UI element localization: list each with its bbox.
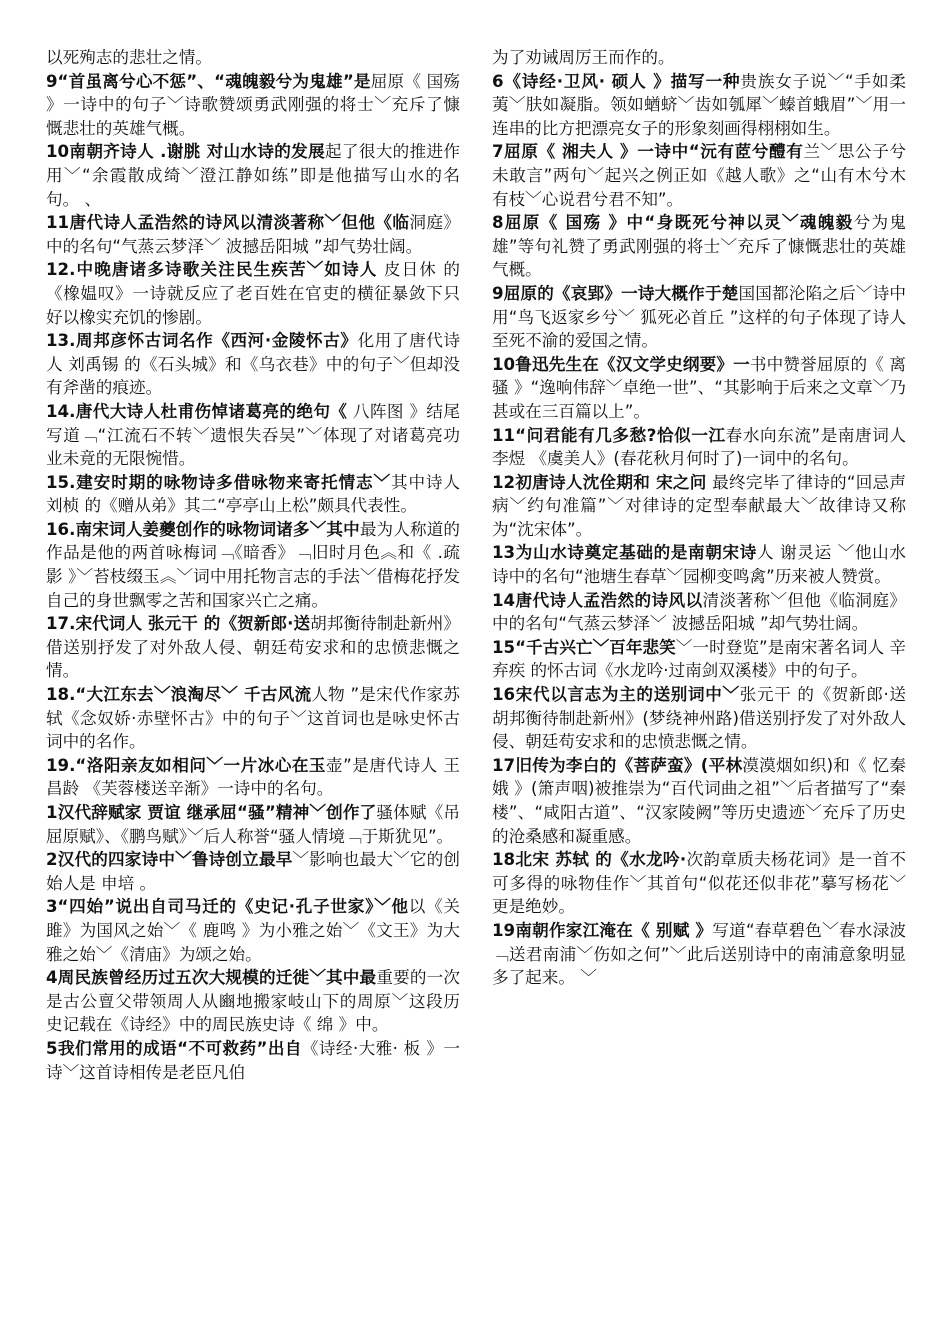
item-text: 次韵章质夫杨花词》是一首不可多得的咏物佳作﹀其首句“似花还似非花”摹写杨花﹀更是绝妙。 bbox=[492, 850, 907, 917]
item-text: 化用了唐代诗人 刘禹锡 的《石头城》和《乌衣巷》中的句子﹀但却没有斧凿的痕迹。 bbox=[46, 331, 460, 398]
item-text: 书中赞誉屈原的《 离骚 》“逸响伟辞﹀卓绝一世”、“其影响于后来之文章﹀乃甚或在三百篇以上”。 bbox=[492, 354, 906, 421]
paragraph bbox=[492, 140, 906, 211]
item-number: 12 bbox=[492, 472, 516, 492]
paragraph bbox=[492, 636, 906, 683]
item-text: 最终完毕了律诗的“回忌声病﹀约句准篇”﹀对律诗的定型奉献最大﹀故律诗又称为“沈宋体”。 bbox=[492, 472, 906, 539]
item-number: 8 bbox=[492, 213, 504, 233]
paragraph bbox=[492, 471, 906, 542]
item-text: 以《关雎》为国风之始﹀《 鹿鸣 》为小雅之始﹀《文王》为大雅之始﹀《清庙》为颂之始。 bbox=[46, 897, 460, 964]
item-heading: “四始”说出自司马迁的《史记·孔子世家》﹀他 bbox=[57, 897, 409, 917]
item-number: 2 bbox=[46, 850, 58, 870]
item-heading: 旧传为李白的《菩萨蛮》(平林 bbox=[515, 755, 743, 775]
item-heading: 南宋词人姜夔创作的咏物词诸多﹀其中 bbox=[75, 519, 360, 539]
item-heading: 我们常用的成语“不可救药”出自 bbox=[57, 1038, 302, 1058]
item-heading: 南朝齐诗人 .谢朓 对山水诗的发展 bbox=[69, 142, 326, 162]
paragraph bbox=[492, 754, 906, 848]
item-heading: 初唐诗人沈佺期和 宋之问 bbox=[515, 472, 707, 492]
item-heading: 屈原《 湘夫人 》一诗中“沅有茝兮醴有 bbox=[503, 142, 804, 162]
item-text: 为了劝诫周厉王而作的。 bbox=[492, 48, 675, 67]
item-heading: 中晚唐诸多诗歌关注民生疾苦﹀如诗人 bbox=[75, 260, 378, 280]
item-number: 13 bbox=[492, 543, 516, 563]
paragraph bbox=[492, 541, 906, 588]
item-heading: 鲁迅先生在《汉文学史纲要》一 bbox=[515, 354, 750, 374]
item-number: 11 bbox=[46, 213, 70, 233]
item-heading: 周邦彦怀古词名作《西河·金陵怀古》 bbox=[75, 331, 358, 351]
item-number: 12. bbox=[46, 260, 76, 280]
paragraph bbox=[46, 400, 460, 471]
item-text: 骚体赋《吊屈原赋》、《鹏鸟赋》﹀后人称誉“骚人情境﹁于斯犹见”。 bbox=[46, 803, 460, 846]
item-text: 漠漠烟如织)和《 忆秦娥 》(箫声咽)被推崇为“百代词曲之祖”﹀后者描写了“秦楼”、“咸阳古道”、“汉家陵阙”等历史遗迹﹀充斥了历史的沧桑感和凝重感。 bbox=[492, 755, 906, 846]
paragraph bbox=[46, 683, 460, 754]
item-text: 皮日休 的《橡媪叹》一诗就反应了老百姓在官吏的横征暴敛下只好以橡实充饥的惨剧。 bbox=[46, 260, 460, 327]
item-number: 14 bbox=[492, 590, 516, 610]
item-number: 19 bbox=[492, 920, 516, 940]
item-number: 9 bbox=[492, 283, 504, 303]
paragraph bbox=[46, 140, 460, 211]
item-text: 张元干 的《贺新郎·送胡邦衡待制赴新州》(梦绕神州路)借送别抒发了对外敌人侵、朝廷苟安求和的忠愤悲慨之情。 bbox=[492, 685, 906, 752]
item-number: 3 bbox=[46, 897, 58, 917]
item-heading: “大江东去﹀浪淘尽﹀ 千古风流 bbox=[75, 685, 312, 705]
paragraph bbox=[492, 848, 906, 919]
paragraph bbox=[492, 70, 906, 141]
paragraph bbox=[492, 211, 906, 282]
item-number: 18. bbox=[46, 685, 76, 705]
item-heading: 宋代以言志为主的送别词中﹀ bbox=[515, 685, 740, 705]
item-heading: 北宋 苏轼 的《水龙吟· bbox=[515, 850, 687, 870]
item-text: 八阵图 》结尾写道﹁“江流石不转﹀遗恨失吞吴”﹀体现了对诸葛亮功业未竟的无限惋惜。 bbox=[46, 401, 460, 469]
paragraph bbox=[46, 612, 460, 683]
item-heading: 南朝作家江淹在《 别赋 》 bbox=[515, 920, 713, 940]
item-heading: 周民族曾经历过五次大规模的迁徙﹀其中最 bbox=[57, 968, 377, 988]
item-heading: “洛阳亲友如相问﹀一片冰心在玉 bbox=[75, 755, 327, 775]
item-number: 5 bbox=[46, 1038, 58, 1058]
item-text: 兰﹀思公子兮未敢言”两句﹀起兴之例正如《越人歌》之“山有木兮木有枝﹀心说君兮君不知”。 bbox=[492, 142, 906, 209]
item-text: ﹀影响也最大﹀它的创始人是 申培 。 bbox=[46, 850, 461, 893]
paragraph bbox=[46, 329, 460, 400]
item-number: 16 bbox=[492, 685, 516, 705]
item-number: 18 bbox=[492, 850, 516, 870]
paragraph bbox=[46, 46, 460, 70]
item-heading: “问君能有几多愁?恰似一江 bbox=[515, 425, 726, 445]
item-number: 11 bbox=[492, 425, 516, 445]
item-heading: 屈原的《哀郢》一诗大概作于楚 bbox=[503, 283, 739, 303]
item-number: 4 bbox=[46, 968, 58, 988]
paragraph bbox=[492, 589, 906, 636]
item-text: 壶”是唐代诗人 王昌龄 《芙蓉楼送辛渐》一诗中的名句。 bbox=[46, 755, 461, 799]
paragraph bbox=[492, 353, 906, 424]
item-text: ﹀一时登览”是南宋著名词人 辛弃疾 的怀古词《水龙吟·过南剑双溪楼》中的句子。 bbox=[492, 637, 907, 681]
paragraph bbox=[492, 282, 906, 353]
item-text: 洞庭》中的名句“气蒸云梦泽﹀ 波撼岳阳城 ”却气势壮阔。 bbox=[46, 213, 461, 256]
item-heading: 建安时期的咏物诗多借咏物来寄托情志﹀ bbox=[75, 472, 391, 492]
item-number: 17 bbox=[492, 755, 516, 775]
item-text: 起了很大的推进作用﹀“余霞散成绮﹀澄江静如练”即是他描写山水的名句。 、 bbox=[46, 142, 461, 209]
paragraph bbox=[46, 754, 460, 801]
paragraph bbox=[46, 258, 460, 329]
item-heading: 屈原《 国殇 》中“身既死兮神以灵﹀魂魄毅 bbox=[503, 213, 854, 233]
item-number: 10 bbox=[46, 142, 70, 162]
item-number: 14. bbox=[46, 401, 76, 421]
item-text: 胡邦衡待制赴新州》借送别抒发了对外敌人侵、朝廷苟安求和的忠愤悲慨之情。 bbox=[46, 614, 461, 681]
paragraph bbox=[46, 966, 460, 1037]
item-text: 贵族女子说﹀“手如柔荑﹀肤如凝脂。领如蝤蛴﹀齿如瓠犀﹀螓首蛾眉”﹀用一连串的比方把漂亮女子的形象刻画得栩栩如生。 bbox=[492, 71, 906, 138]
paragraph bbox=[492, 919, 906, 990]
item-heading: 汉代的四家诗中﹀鲁诗创立最早 bbox=[57, 850, 293, 870]
item-heading: 宋代词人 张元干 的《贺新郎·送 bbox=[75, 614, 311, 634]
item-text: 以死殉志的悲壮之情。 bbox=[46, 48, 212, 67]
paragraph bbox=[492, 683, 906, 754]
item-text: 重要的一次是古公亶父带领周人从豳地搬家岐山下的周原﹀这段历史记载在《诗经》中的周民族史诗《 绵 》中。 bbox=[46, 968, 461, 1035]
paragraph bbox=[46, 1037, 460, 1084]
paragraph bbox=[492, 46, 906, 70]
item-number: 10 bbox=[492, 354, 516, 374]
item-text: 最为人称道的作品是他的两首咏梅词﹁《暗香》﹁旧时月色︽和《 .疏影 》﹀苔枝缀玉︽﹀词中用托物言志的手法﹀借梅花抒发自己的身世飘零之苦和国家兴亡之痛。 bbox=[46, 519, 461, 610]
paragraph bbox=[46, 471, 460, 518]
item-text: 人物 ”是宋代作家苏轼《念奴娇·赤壁怀古》中的句子﹀这首词也是咏史怀古词中的名作。 bbox=[46, 685, 461, 752]
item-text: 国国都沦陷之后﹀诗中用“鸟飞返家乡兮﹀ 狐死必首丘 ”这样的句子体现了诗人至死不渝的爱国之情。 bbox=[492, 283, 907, 351]
item-text: 兮为鬼雄”等句礼赞了勇武刚强的将士﹀充斥了慷慨悲壮的英雄气概。 bbox=[492, 213, 907, 280]
item-heading: 汉代辞赋家 贾谊 继承屈“骚”精神﹀创作了 bbox=[57, 803, 377, 822]
item-number: 9 bbox=[46, 71, 58, 91]
item-heading: “千古兴亡﹀百年悲笑 bbox=[515, 637, 676, 657]
item-text: 春水向东流”是南唐词人 李煜 《虞美人》(春花秋月何时了)一词中的名句。 bbox=[492, 425, 906, 469]
item-heading: 为山水诗奠定基础的是南朝宋诗 bbox=[515, 543, 757, 563]
item-heading: 唐代诗人孟浩然的诗风以 bbox=[515, 590, 703, 610]
item-text: 其中诗人 刘桢 的《赠从弟》其二“亭亭山上松”颇具代表性。 bbox=[46, 472, 461, 516]
item-number: 17. bbox=[46, 614, 76, 634]
item-number: 15 bbox=[492, 637, 516, 657]
item-heading: “首虽离兮心不惩”、“魂魄毅兮为鬼雄”是 bbox=[57, 71, 371, 91]
paragraph bbox=[46, 848, 460, 895]
paragraph bbox=[46, 70, 460, 141]
item-number: 6 bbox=[492, 71, 504, 91]
item-text: 写道“春草碧色﹀春水渌波﹁送君南浦﹀伤如之何”﹀此后送别诗中的南浦意象明显多了起来。 ﹀ bbox=[492, 920, 906, 988]
right-column bbox=[492, 46, 906, 990]
paragraph bbox=[46, 895, 460, 966]
item-text: 屈原《 国殇 》一诗中的句子﹀诗歌赞颂勇武刚强的将士﹀充斥了慷慨悲壮的英雄气概。 bbox=[46, 71, 460, 138]
item-number: 13. bbox=[46, 331, 76, 351]
item-heading: 《诗经·卫风· 硕人 》描写一种 bbox=[503, 71, 741, 91]
item-number: 7 bbox=[492, 142, 504, 162]
item-text: 人 谢灵运 ﹀他山水诗中的名句“池塘生春草﹀园柳变鸣禽”历来被人赞赏。 bbox=[492, 543, 906, 587]
paragraph bbox=[46, 801, 460, 848]
paragraph bbox=[492, 424, 906, 471]
item-number: 15. bbox=[46, 472, 76, 492]
item-number: 16. bbox=[46, 519, 76, 539]
item-number: 1 bbox=[46, 803, 58, 822]
left-column bbox=[46, 46, 460, 1084]
paragraph bbox=[46, 518, 460, 612]
item-text: 《诗经·大雅· 板 》一诗﹀这首诗相传是老臣凡伯 bbox=[46, 1038, 460, 1082]
item-number: 19. bbox=[46, 755, 76, 775]
item-text: 清淡著称﹀但他《临洞庭》中的名句“气蒸云梦泽﹀ 波撼岳阳城 ”却气势壮阔。 bbox=[492, 590, 907, 634]
item-heading: 唐代诗人孟浩然的诗风以清淡著称﹀但他《临 bbox=[69, 213, 410, 233]
item-heading: 唐代大诗人杜甫伤悼诸葛亮的绝句《 bbox=[75, 401, 348, 421]
paragraph bbox=[46, 211, 460, 258]
